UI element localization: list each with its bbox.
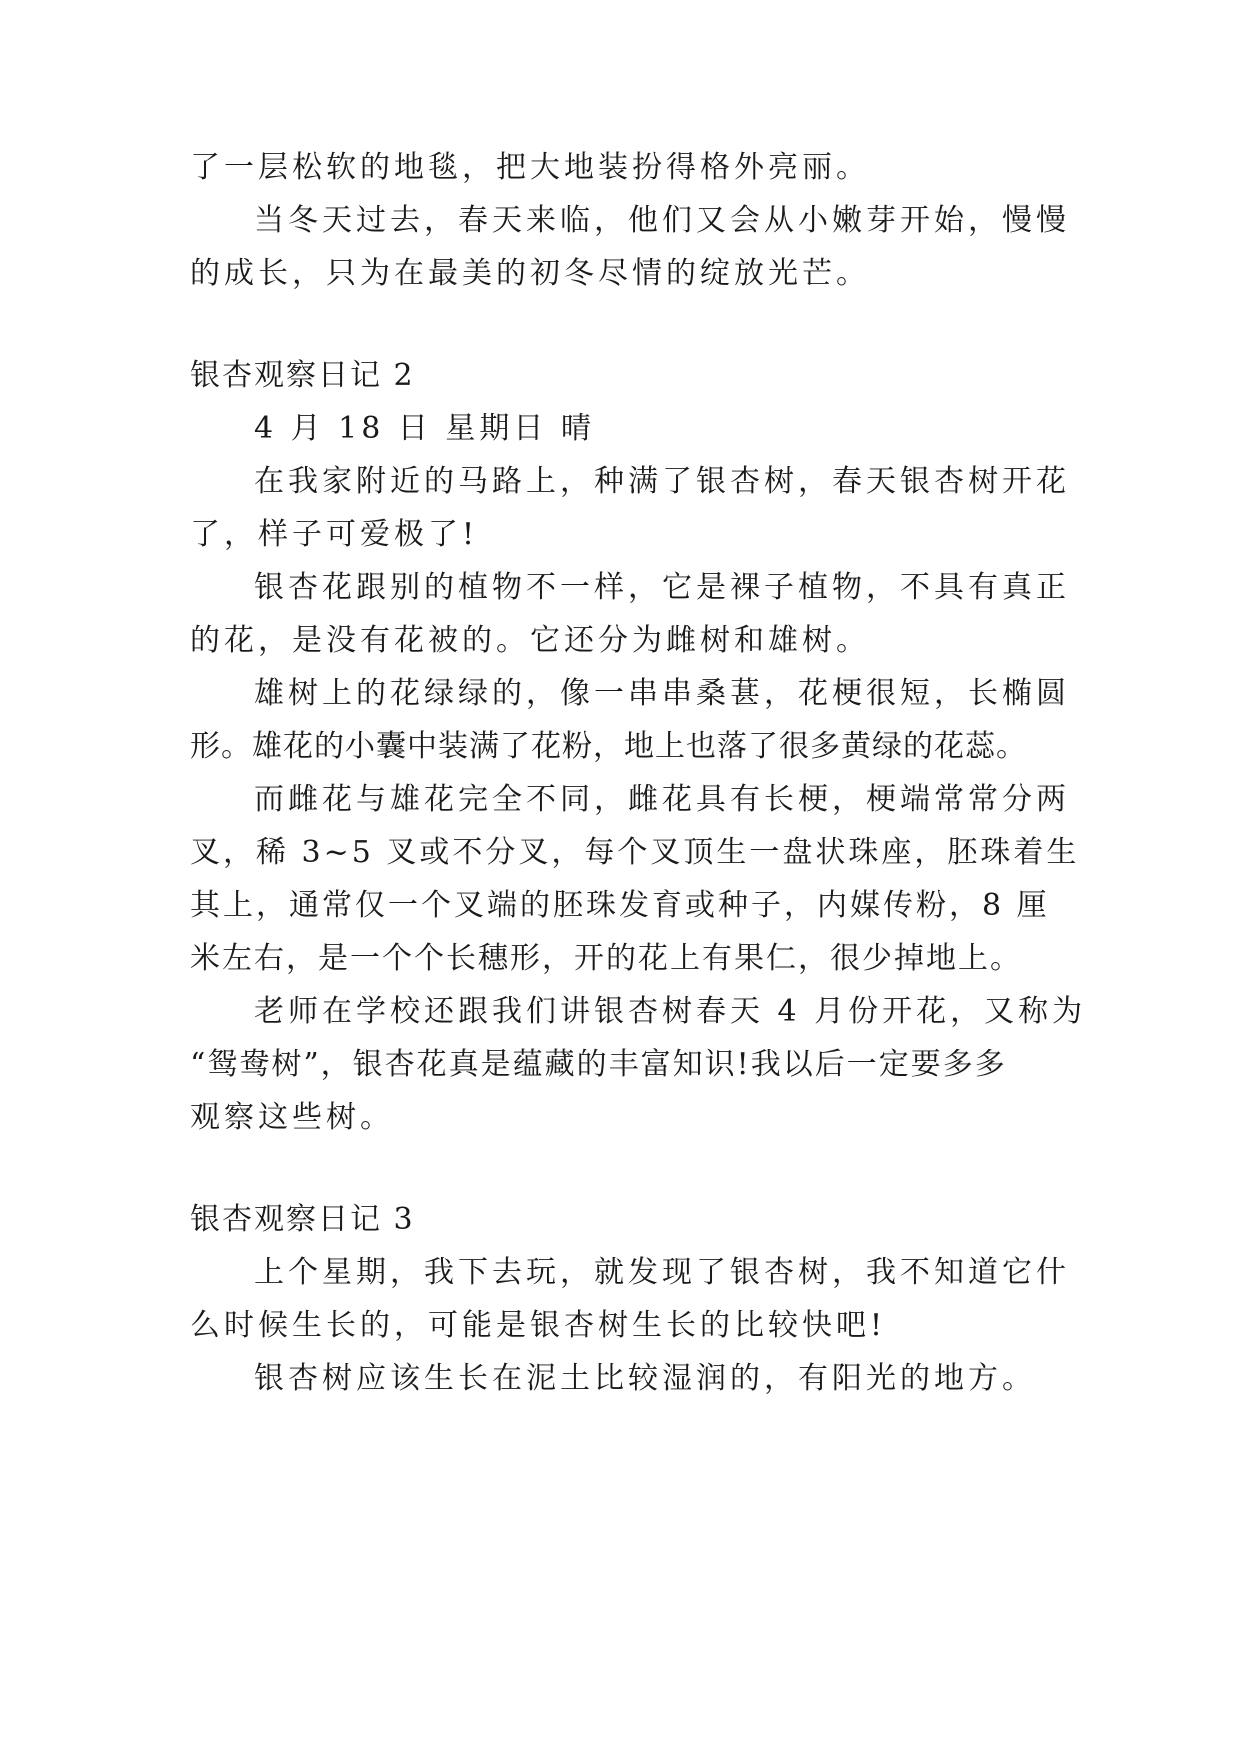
paragraph-line: 老师在学校还跟我们讲银杏树春天 4 月份开花，又称为 [254,994,1087,1029]
paragraph-line: 银杏花跟别的植物不一样，它是裸子植物，不具有真正 [254,570,1070,605]
section-title: 银杏观察日记 2 [190,358,415,393]
paragraph-line: 形。雄花的小囊中装满了花粉，地上也落了很多黄绿的花蕊。 [190,729,1027,764]
paragraph-line: 米左右，是一个个长穗形，开的花上有果仁，很少掉地上。 [190,941,1022,976]
paragraph-line: 银杏树应该生长在泥土比较湿润的，有阳光的地方。 [254,1361,1036,1396]
paragraph-line: 而雌花与雄花完全不同，雌花具有长梗，梗端常常分两 [254,782,1070,817]
paragraph-line: 的花，是没有花被的。它还分为雌树和雄树。 [190,623,870,658]
paragraph-line: 叉，稀 3~5 叉或不分叉，每个叉顶生一盘状珠座，胚珠着生 [190,835,1080,870]
paragraph-line: 观察这些树。 [190,1100,394,1135]
paragraph-line: 了，样子可爱极了! [190,517,479,552]
paragraph-line: 的成长，只为在最美的初冬尽情的绽放光芒。 [190,256,870,291]
paragraph-line: 在我家附近的马路上，种满了银杏树，春天银杏树开花 [254,464,1070,499]
paragraph-line: “鸳鸯树”，银杏花真是蕴藏的丰富知识!我以后一定要多多 [190,1047,1007,1082]
paragraph-line: 上个星期，我下去玩，就发现了银杏树，我不知道它什 [254,1255,1070,1290]
diary-date-line: 4 月 18 日 星期日 晴 [254,411,595,446]
paragraph-line: 其上，通常仅一个叉端的胚珠发育或种子，内媒传粉，8 厘 [190,888,1050,923]
section-title: 银杏观察日记 3 [190,1202,415,1237]
paragraph-line: 么时候生长的，可能是银杏树生长的比较快吧! [190,1308,887,1343]
paragraph-line: 雄树上的花绿绿的，像一串串桑葚，花梗很短，长椭圆 [254,676,1070,711]
paragraph-line: 了一层松软的地毯，把大地装扮得格外亮丽。 [190,150,870,185]
paragraph-line: 当冬天过去，春天来临，他们又会从小嫩芽开始，慢慢 [254,203,1070,238]
